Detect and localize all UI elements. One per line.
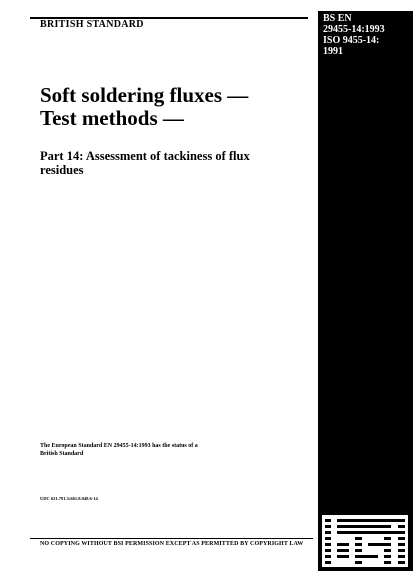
document-subtitle: [40, 149, 310, 177]
status-line: The European Standard EN 29455-14:1993 has the status of a: [40, 443, 198, 449]
subtitle-line: Part 14: Assessment of tackiness of flux: [40, 149, 250, 163]
standard-code-panel: [318, 11, 413, 571]
standard-code: [323, 13, 385, 57]
code-line: 29455-14:1993: [323, 24, 385, 35]
copyright-notice: NO COPYING WITHOUT BSI PERMISSION EXCEPT AS PERMITTED BY COPYRIGHT LAW: [40, 541, 304, 547]
document-title: [40, 84, 310, 130]
title-line: Test methods —: [40, 106, 184, 130]
code-line: 1991: [323, 46, 343, 57]
standard-label: BRITISH STANDARD: [40, 19, 144, 30]
status-line: British Standard: [40, 451, 84, 457]
title-line: Soft soldering fluxes —: [40, 83, 249, 107]
code-line: ISO 9455-14:: [323, 35, 380, 46]
bottom-rule: [30, 538, 313, 539]
status-statement: [40, 442, 290, 458]
subtitle-line: residues: [40, 163, 84, 177]
udc-reference: UDC 621.791.3:661.8.048.6-14: [40, 496, 98, 501]
bsi-logo-icon: [322, 515, 408, 567]
code-line: BS EN: [323, 13, 352, 24]
